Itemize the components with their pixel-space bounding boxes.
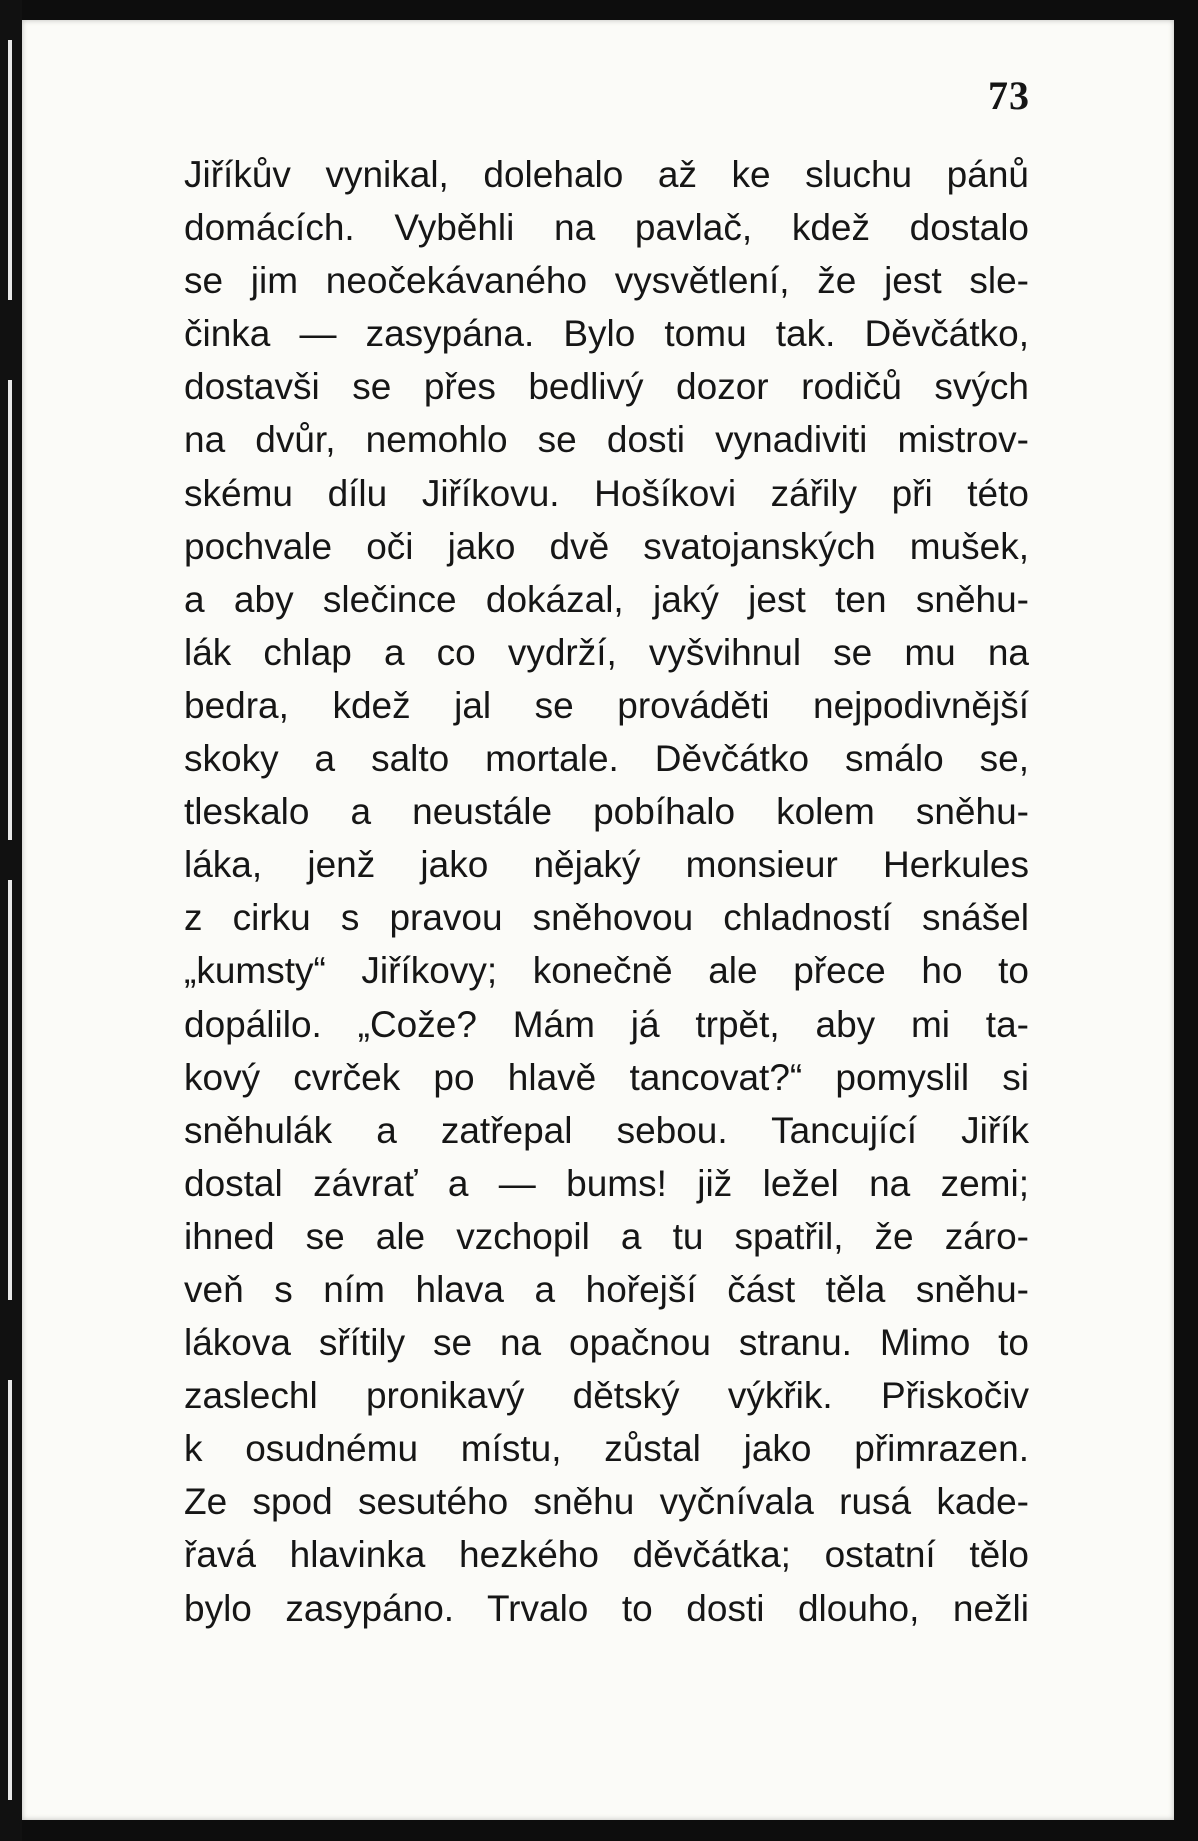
page-number: 73 bbox=[988, 73, 1030, 118]
text-line: dostal závrať a — bums! již ležel na zemi; bbox=[184, 1162, 1029, 1204]
text-line: veň s ním hlava a hořejší část těla sněhu- bbox=[184, 1268, 1029, 1310]
text-line: sněhulák a zatřepal sebou. Tancující Jiřík bbox=[184, 1109, 1029, 1151]
text-line: k osudnému místu, zůstal jako přimrazen. bbox=[184, 1428, 1029, 1470]
text-line: kový cvrček po hlavě tancovat?“ pomyslil si bbox=[184, 1056, 1029, 1098]
binding-mark bbox=[8, 880, 12, 1300]
text-line: Jiříkův vynikal, dolehalo až ke sluchu pánů bbox=[184, 154, 1029, 195]
text-line: činka — zasypána. Bylo tomu tak. Děvčátko, bbox=[184, 313, 1029, 355]
text-line: bedra, kdež jal se prováděti nejpodivnější bbox=[184, 684, 1029, 726]
binding-mark bbox=[8, 1380, 12, 1800]
binding-mark bbox=[8, 380, 12, 840]
text-line: bylo zasypáno. Trvalo to dosti dlouho, nežli bbox=[184, 1587, 1029, 1629]
text-line: dostavši se přes bedlivý dozor rodičů svých bbox=[184, 366, 1029, 408]
text-line: ihned se ale vzchopil a tu spatřil, že záro- bbox=[184, 1215, 1029, 1257]
text-line: se jim neočekávaného vysvětlení, že jest sle- bbox=[184, 260, 1029, 302]
text-line: „kumsty“ Jiříkovy; konečně ale přece ho to bbox=[184, 950, 1029, 992]
text-line: na dvůr, nemohlo se dosti vynadiviti mistrov- bbox=[184, 419, 1029, 461]
binding-edge bbox=[0, 0, 22, 1841]
text-line: skému dílu Jiříkovu. Hošíkovi zářily při této bbox=[184, 472, 1029, 514]
text-line: lák chlap a co vydrží, vyšvihnul se mu na bbox=[184, 631, 1029, 673]
text-line: lákova sřítily se na opačnou stranu. Mimo to bbox=[184, 1322, 1029, 1364]
text-line: domácích. Vyběhli na pavlač, kdež dostalo bbox=[184, 207, 1029, 249]
text-line: láka, jenž jako nějaký monsieur Herkules bbox=[184, 844, 1029, 886]
page-body-text bbox=[184, 148, 1029, 1635]
text-line: tleskalo a neustále pobíhalo kolem sněhu- bbox=[184, 791, 1029, 833]
text-line: Ze spod sesutého sněhu vyčnívala rusá kade- bbox=[184, 1481, 1029, 1523]
text-line: pochvale oči jako dvě svatojanských mušek, bbox=[184, 525, 1029, 567]
text-line: zaslechl pronikavý dětský výkřik. Přiskočiv bbox=[184, 1375, 1029, 1417]
text-line: skoky a salto mortale. Děvčátko smálo se, bbox=[184, 738, 1029, 780]
text-line: z cirku s pravou sněhovou chladností snášel bbox=[184, 897, 1029, 939]
text-line: a aby slečince dokázal, jaký jest ten sněhu- bbox=[184, 578, 1029, 620]
binding-mark bbox=[8, 40, 12, 300]
text-line: dopálilo. „Cože? Mám já trpět, aby mi ta- bbox=[184, 1003, 1029, 1045]
text-line: řavá hlavinka hezkého děvčátka; ostatní tělo bbox=[184, 1534, 1029, 1576]
